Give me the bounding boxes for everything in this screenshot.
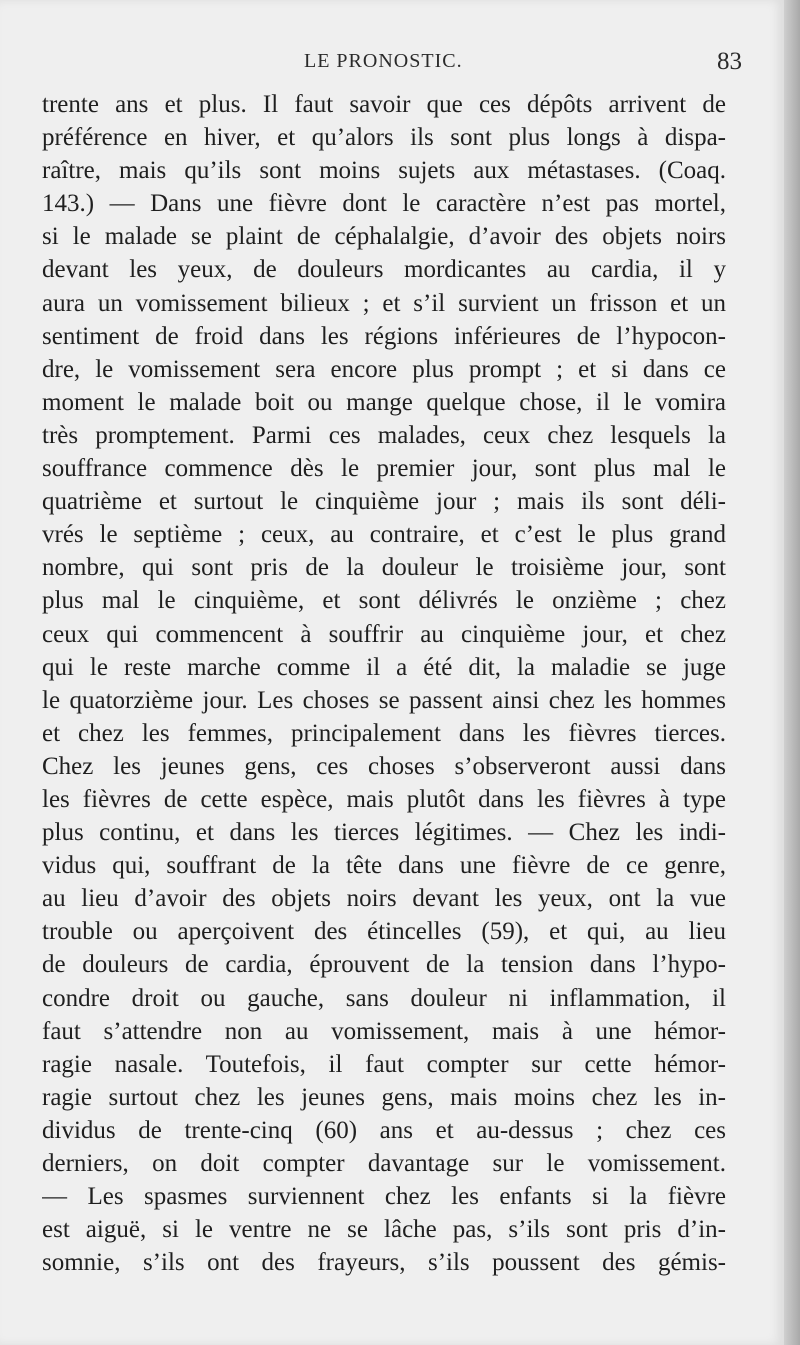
text-line: Chez les jeunes gens, ces choses s’observeront aussi dans [42,752,726,780]
text-line: si le malade se plaint de céphalalgie, d’avoir des objets noirs [42,223,726,251]
text-line: 143.) — Dans une fièvre dont le caractère n’est pas mortel, [42,190,726,218]
text-line: sentiment de froid dans les régions inférieures de l’hypocon- [42,322,726,350]
text-line: souffrance commence dès le premier jour, sont plus mal le [42,455,726,483]
text-line: dividus de trente-cinq (60) ans et au-dessus ; chez ces [42,1116,726,1144]
page-header [42,50,742,80]
running-title: LE PRONOSTIC. [304,50,463,72]
text-line: vidus qui, souffrant de la tête dans une fièvre de ce genre, [42,852,726,880]
text-line: et chez les femmes, principalement dans les fièvres tierces. [42,719,726,747]
text-line: ragie nasale. Toutefois, il faut compter sur cette hémor- [42,1050,726,1078]
page-edge-shadow [784,0,800,1345]
text-line: condre droit ou gauche, sans douleur ni inflammation, il [42,984,726,1012]
text-line: plus continu, et dans les tierces légitimes. — Chez les indi- [42,819,726,847]
text-line: aura un vomissement bilieux ; et s’il survient un frisson et un [42,289,726,317]
text-line: les fièvres de cette espèce, mais plutôt dans les fièvres à type [42,785,726,813]
text-line: ceux qui commencent à souffrir au cinquième jour, et chez [42,620,726,648]
text-line: quatrième et surtout le cinquième jour ; mais ils sont déli- [42,488,726,516]
text-line: au lieu d’avoir des objets noirs devant les yeux, ont la vue [42,885,726,913]
text-line: de douleurs de cardia, éprouvent de la tension dans l’hypo- [42,951,726,979]
text-line: est aiguë, si le ventre ne se lâche pas, s’ils sont pris d’in- [42,1216,726,1244]
text-line: le quatorzième jour. Les choses se passent ainsi chez les hommes [42,686,726,714]
text-line: plus mal le cinquième, et sont délivrés le onzième ; chez [42,587,726,615]
text-line: raître, mais qu’ils sont moins sujets aux métastases. (Coaq. [42,157,726,185]
text-line: somnie, s’ils ont des frayeurs, s’ils poussent des gémis- [42,1249,726,1277]
text-line: très promptement. Parmi ces malades, ceux chez lesquels la [42,421,726,449]
text-line: nombre, qui sont pris de la douleur le troisième jour, sont [42,554,726,582]
text-line: devant les yeux, de douleurs mordicantes au cardia, il y [42,256,726,284]
text-line: moment le malade boit ou mange quelque chose, il le vomira [42,388,726,416]
text-line: qui le reste marche comme il a été dit, la maladie se juge [42,653,726,681]
body-text [42,88,726,1279]
page-number: 83 [717,48,742,75]
text-line: vrés le septième ; ceux, au contraire, et c’est le plus grand [42,521,726,549]
text-line: derniers, on doit compter davantage sur le vomissement. [42,1150,726,1177]
text-line: trente ans et plus. Il faut savoir que ces dépôts arrivent de [42,91,726,118]
text-line: — Les spasmes surviennent chez les enfants si la fièvre [42,1183,726,1211]
text-line: trouble ou aperçoivent des étincelles (59), et qui, au lieu [42,918,726,946]
text-line: faut s’attendre non au vomissement, mais à une hémor- [42,1017,726,1045]
text-line: préférence en hiver, et qu’alors ils sont plus longs à dispa- [42,124,726,152]
text-line: ragie surtout chez les jeunes gens, mais moins chez les in- [42,1083,726,1111]
text-line: dre, le vomissement sera encore plus prompt ; et si dans ce [42,355,726,383]
